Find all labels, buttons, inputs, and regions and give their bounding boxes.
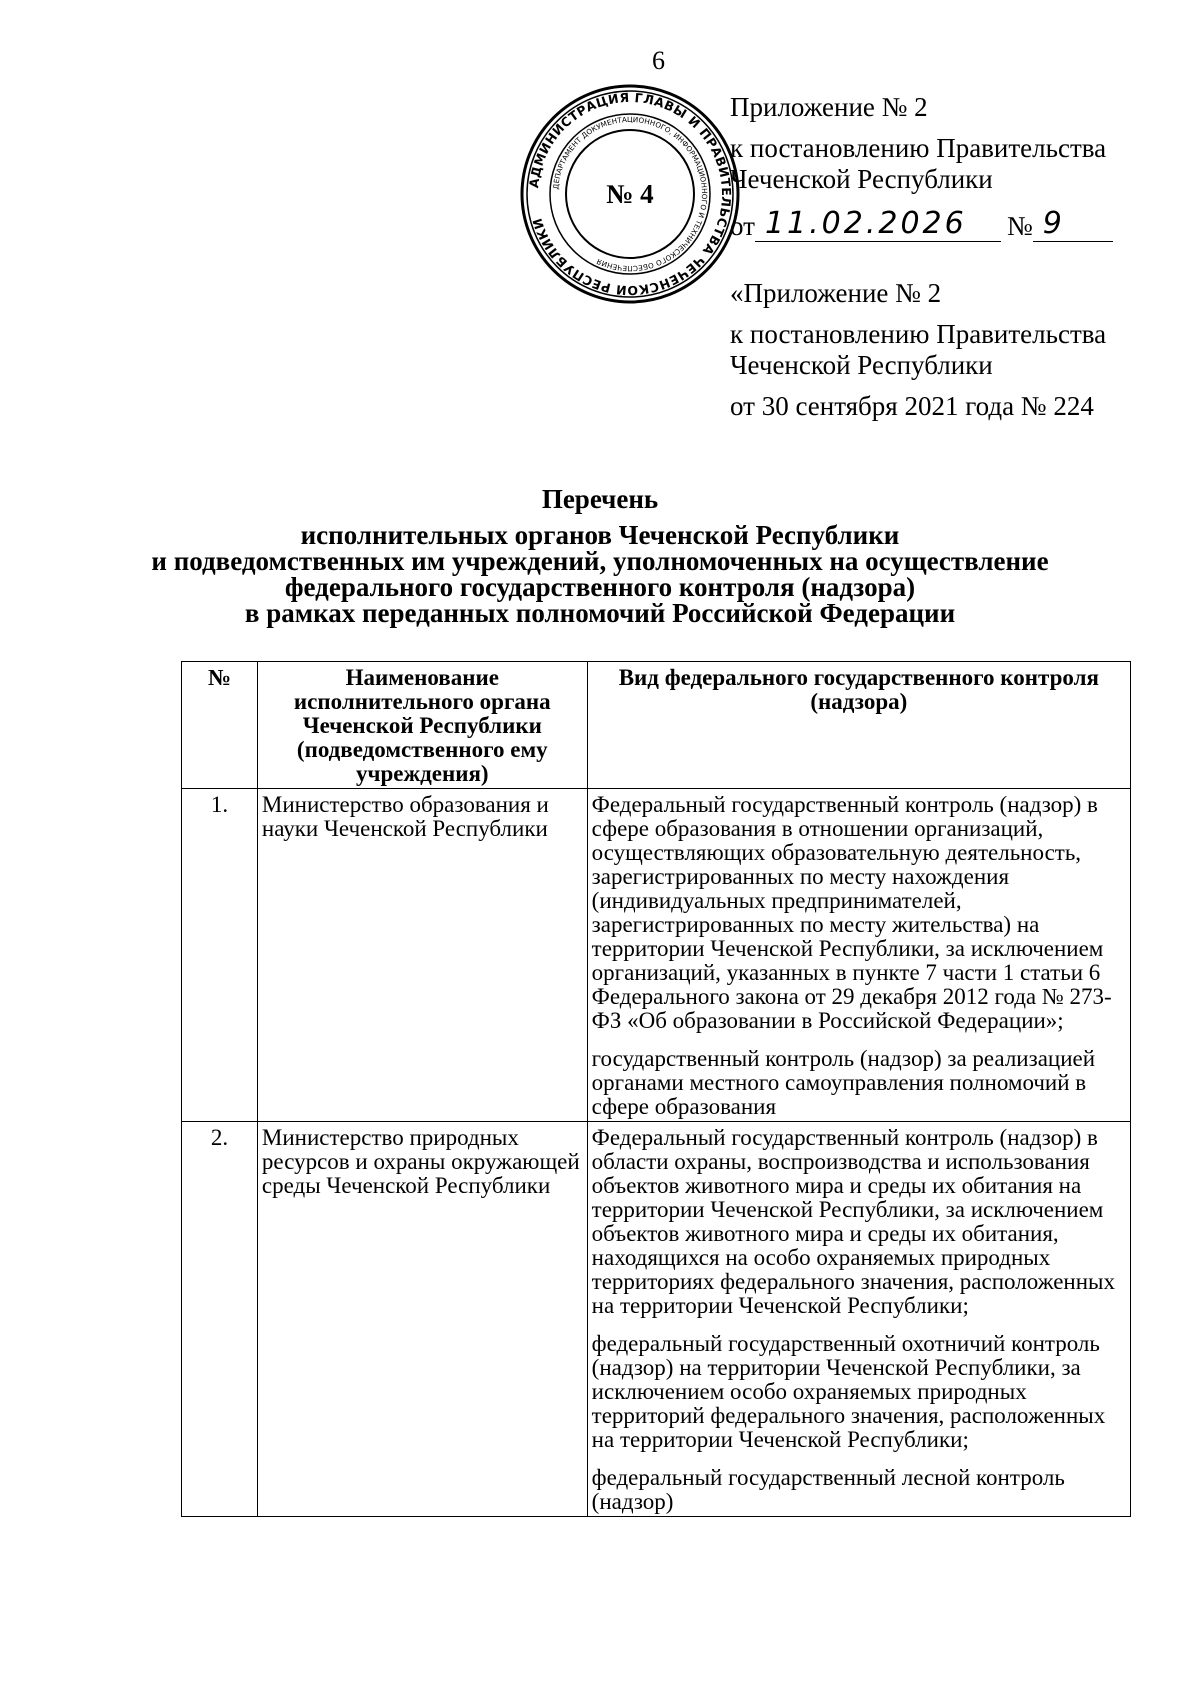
seal-outer-text: АДМИНИСТРАЦИЯ ГЛАВЫ И ПРАВИТЕЛЬСТВА ЧЕЧЕНСКОЙ РЕСПУБЛИКИ [526,89,735,299]
original-appendix-header [730,278,1180,422]
original-appendix-date: от 30 сентября 2021 года № 224 [730,391,1094,421]
appendix-resolution: к постановлению Правительства [730,133,1107,163]
row-control-kinds [587,789,1130,1122]
header-organ: Наименование исполнительного органа Чеченской Республики (подведомственного ему учреждения) [257,662,587,789]
title-line-5: в рамках переданных полномочий Российской Федерации [244,598,956,628]
seal-center-text: № 4 [606,179,654,209]
control-kind-item: Федеральный государственный контроль (надзор) в области охраны, воспроизводства и использования объектов животного мира и среды их обитания на территории Чеченской Республики, за исключением объектов животного мира и среды их обитания, находящихся на особо охраняемых природных территориях федерального значения, расположенных на территории Чеченской Республики; [591,1125,1115,1318]
appendix-title: Приложение № 2 [730,92,928,122]
date-prefix: от [730,211,755,241]
header-control-kind: Вид федерального государственного контроля (надзора) [587,662,1130,789]
table-row [182,789,1131,1122]
number-prefix: № [1006,211,1033,241]
control-kind-item: федеральный государственный охотничий контроль (надзор) на территории Чеченской Республики, за исключением особо охраняемых природных территорий федерального значения, расположенных на территории Чеченской Республики; [591,1331,1106,1452]
number-field [1033,206,1113,242]
seal-inner-text: ДЕПАРТАМЕНТ ДОКУМЕНТАЦИОННОГО, ИНФОРМАЦИОННОГО И ТЕХНИЧЕСКОГО ОБЕСПЕЧЕНИЯ [551,114,710,274]
row-number: 2. [182,1122,258,1517]
header-number: № [182,662,258,789]
row-control-kinds [587,1122,1130,1517]
handwritten-date: 11.02.2026 [764,206,967,241]
page-number: 6 [652,46,665,75]
title-line-1: Перечень [541,484,659,514]
handwritten-number: 9 [1042,206,1065,241]
appendix-republic: Чеченской Республики [730,164,993,194]
table-row [182,1122,1131,1517]
authorities-table [181,661,1131,1517]
official-seal [518,82,742,306]
original-appendix-resolution: к постановлению Правительства [730,319,1107,349]
row-organ: Министерство образования и науки Чеченской Республики [257,789,587,1122]
original-appendix-title: «Приложение № 2 [730,278,942,308]
title-line-3: и подведомственных им учреждений, уполномоченных на осуществление [151,546,1049,576]
control-kind-item: Федеральный государственный контроль (надзор) в сфере образования в отношении организаций, осуществляющих образовательную деятельность, зарегистрированных по месту нахождения (индивидуальных предпринимателей, зарегистрированных по месту жительства) на территории Чеченской Республики, за исключением организаций, указанных в пункте 7 части 1 статьи 6 Федерального закона от 29 декабря 2012 года № 273-ФЗ «Об образовании в Российской Федерации»; [591,792,1112,1033]
table-header-row [182,662,1131,789]
date-field [755,206,1001,242]
title-line-2: исполнительных органов Чеченской Республики [300,520,900,550]
row-organ: Министерство природных ресурсов и охраны окружающей среды Чеченской Республики [257,1122,587,1517]
appendix-header [730,92,1180,242]
row-number: 1. [182,789,258,1122]
document-title [150,486,1050,626]
control-kind-item: федеральный государственный лесной контроль (надзор) [591,1465,1065,1514]
appendix-date-line [730,206,1180,242]
control-kind-item: государственный контроль (надзор) за реализацией органами местного самоуправления полномочий в сфере образования [591,1046,1096,1119]
title-line-4: федерального государственного контроля (надзора) [284,572,916,602]
original-appendix-republic: Чеченской Республики [730,350,993,380]
